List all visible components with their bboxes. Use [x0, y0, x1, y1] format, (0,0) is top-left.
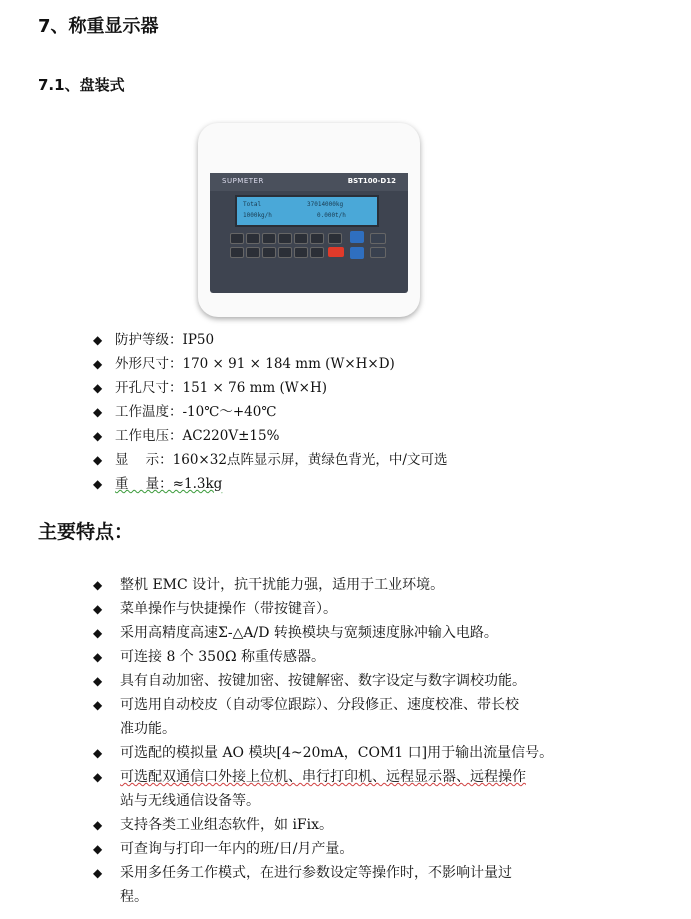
- diamond-bullet-icon: ◆: [93, 818, 103, 832]
- feature-item: ◆ 可查询与打印一年内的班/日/月产量。: [93, 838, 353, 860]
- section-heading: 7、称重显示器: [38, 16, 159, 37]
- weighing-indicator-panel: [210, 173, 408, 293]
- diamond-bullet-icon: ◆: [93, 602, 103, 616]
- diamond-bullet-icon: ◆: [93, 578, 103, 592]
- spec-item: ◆ 工作温度：-10℃～+40℃: [93, 404, 277, 420]
- diamond-bullet-icon: ◆: [93, 698, 103, 712]
- diamond-bullet-icon: ◆: [93, 866, 103, 880]
- features-heading: 主要特点：: [38, 521, 134, 543]
- feature-item: ◆ 可选用自动校皮（自动零位跟踪）、分段修正、速度校准、带长校: [93, 694, 519, 716]
- brand-label: SUPMETER: [222, 177, 264, 185]
- spec-item: ◆ 防护等级：IP50: [93, 332, 215, 348]
- diamond-bullet-icon: ◆: [93, 381, 103, 395]
- diamond-bullet-icon: ◆: [93, 842, 103, 856]
- spec-item: ◆ 工作电压：AC220V±15%: [93, 428, 280, 444]
- feature-continuation: 站与无线通信设备等。: [120, 793, 260, 809]
- model-label: BST100-D12: [347, 177, 396, 185]
- feature-item: ◆ 可连接 8 个 350Ω 称重传感器。: [93, 646, 325, 668]
- diamond-bullet-icon: ◆: [93, 405, 103, 419]
- device-photo: [198, 123, 420, 317]
- diamond-bullet-icon: ◆: [93, 453, 103, 467]
- feature-continuation: 准功能。: [120, 721, 176, 737]
- diamond-bullet-icon: ◆: [93, 674, 103, 688]
- feature-item: ◆ 支持各类工业组态软件，如 iFix。: [93, 814, 333, 836]
- spec-item: ◆ 外形尺寸：170 × 91 × 184 mm (W×H×D): [93, 356, 395, 372]
- diamond-bullet-icon: ◆: [93, 429, 103, 443]
- lcd-screen: Total 37014000kg 1000kg/h 0.000t/h: [235, 195, 379, 227]
- feature-item: ◆ 采用多任务工作模式，在进行参数设定等操作时，不影响计量过: [93, 862, 512, 884]
- feature-item: ◆ 菜单操作与快捷操作（带按键音）。: [93, 598, 337, 620]
- diamond-bullet-icon: ◆: [93, 333, 103, 347]
- feature-item: ◆ 采用高精度高速Σ-△A/D 转换模块与宽频速度脉冲输入电路。: [93, 622, 498, 644]
- diamond-bullet-icon: ◆: [93, 650, 103, 664]
- feature-item: ◆ 可选配的模拟量 AO 模块[4~20mA，COM1 口]用于输出流量信号。: [93, 742, 553, 764]
- spec-item: ◆ 开孔尺寸：151 × 76 mm (W×H): [93, 380, 328, 396]
- feature-item: ◆ 整机 EMC 设计，抗干扰能力强，适用于工业环境。: [93, 574, 444, 596]
- diamond-bullet-icon: ◆: [93, 477, 103, 491]
- diamond-bullet-icon: ◆: [93, 770, 103, 784]
- subsection-heading: 7.1、盘装式: [38, 76, 125, 94]
- spec-item: ◆ 显 示：160×32点阵显示屏，黄绿色背光，中/文可选: [93, 452, 448, 468]
- feature-continuation: 程。: [120, 889, 148, 905]
- feature-item: ◆ 可选配双通信口外接上位机、串行打印机、远程显示器、远程操作: [93, 766, 526, 788]
- spec-item: ◆ 重 量：≈1.3kg: [93, 476, 223, 492]
- feature-item: ◆ 具有自动加密、按键加密、按键解密、数字设定与数字调校功能。: [93, 670, 526, 692]
- diamond-bullet-icon: ◆: [93, 746, 103, 760]
- diamond-bullet-icon: ◆: [93, 626, 103, 640]
- diamond-bullet-icon: ◆: [93, 357, 103, 371]
